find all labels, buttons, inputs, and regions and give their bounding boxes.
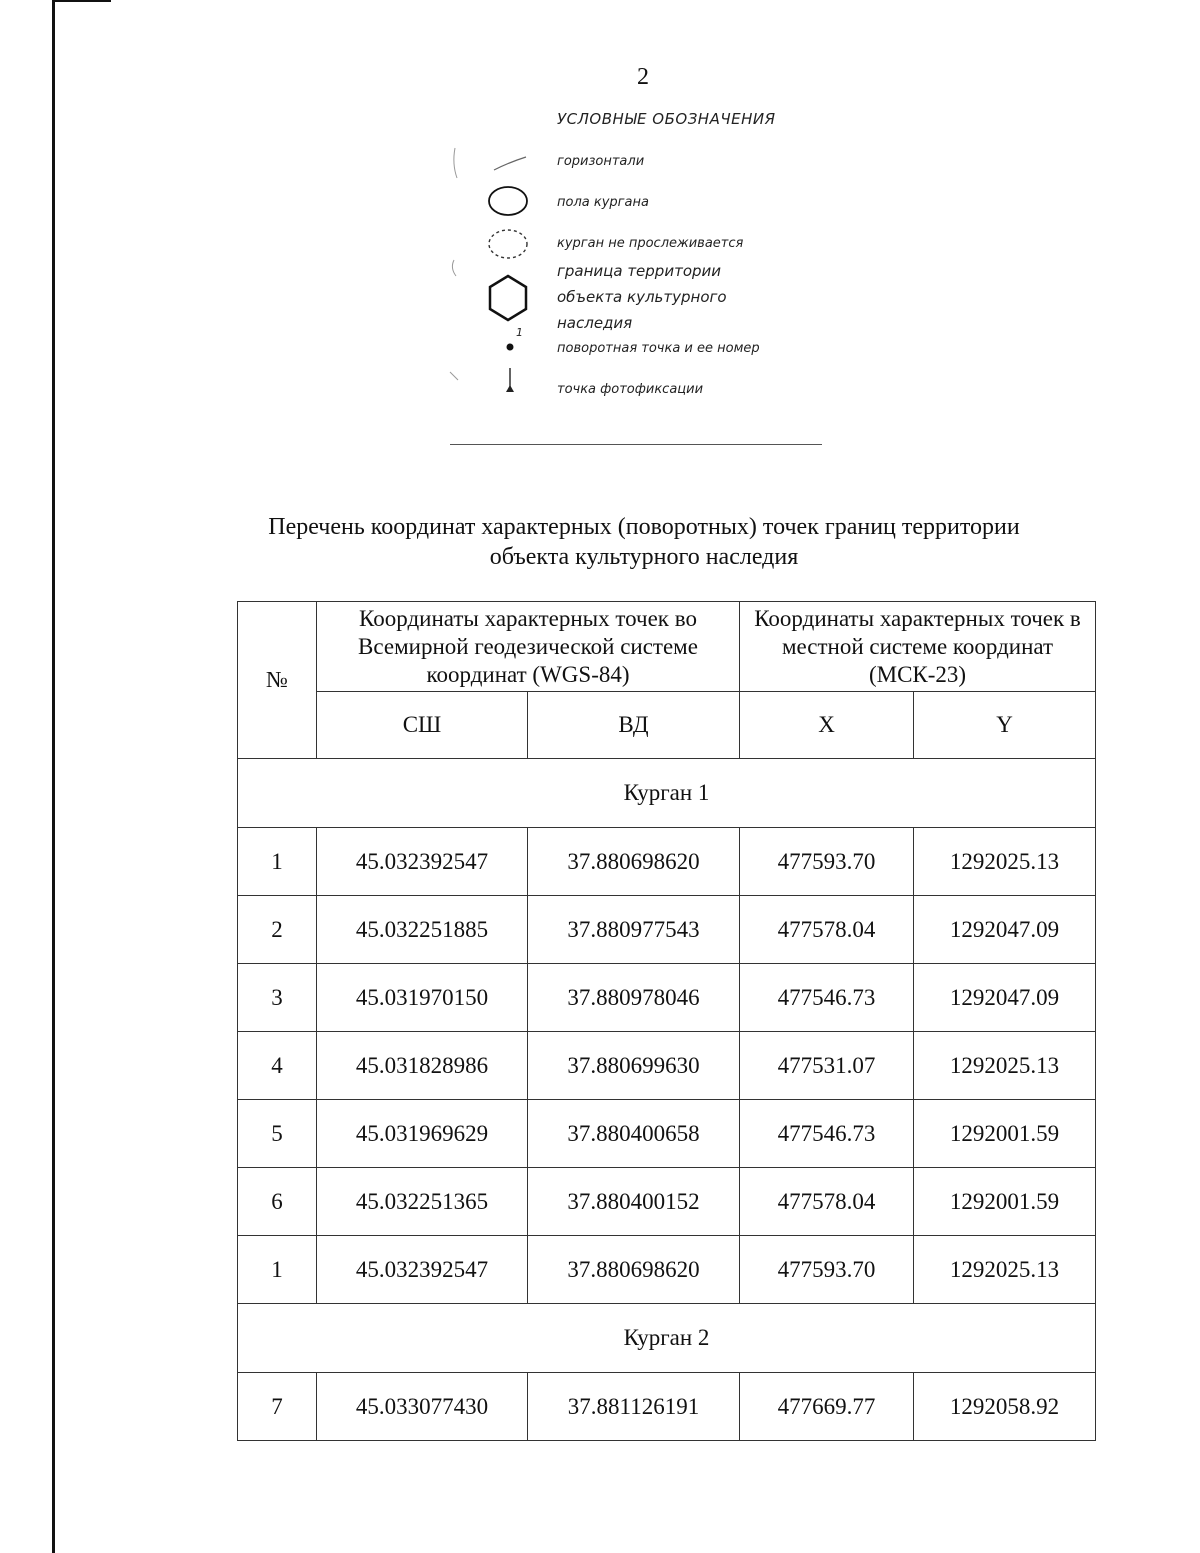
cell-number: 6	[238, 1168, 317, 1236]
cell-latitude: 45.031969629	[317, 1100, 528, 1168]
table-body	[238, 759, 1096, 1441]
legend-label-turning-point: поворотная точка и ее номер	[557, 341, 760, 356]
dashed-ellipse-icon	[489, 230, 527, 258]
cell-y: 1292058.92	[914, 1373, 1096, 1441]
cell-number: 7	[238, 1373, 317, 1441]
legend-label-boundary-line1: граница территории	[557, 262, 722, 280]
cell-y: 1292025.13	[914, 1032, 1096, 1100]
page-left-border	[52, 0, 55, 1553]
cell-latitude: 45.032392547	[317, 1236, 528, 1304]
cell-y: 1292047.09	[914, 896, 1096, 964]
header-y: Y	[914, 692, 1096, 759]
header-x: X	[740, 692, 914, 759]
cell-longitude: 37.880400152	[528, 1168, 740, 1236]
group-title: Курган 2	[238, 1304, 1096, 1373]
cell-longitude: 37.880978046	[528, 964, 740, 1032]
table-row	[238, 1236, 1096, 1304]
cell-x: 477593.70	[740, 1236, 914, 1304]
cell-number: 5	[238, 1100, 317, 1168]
cell-x: 477531.07	[740, 1032, 914, 1100]
header-number: №	[238, 602, 317, 759]
cell-longitude: 37.880698620	[528, 1236, 740, 1304]
photo-point-icon	[450, 368, 514, 392]
table-row	[238, 964, 1096, 1032]
cell-longitude: 37.880699630	[528, 1032, 740, 1100]
header-latitude: СШ	[317, 692, 528, 759]
cell-number: 4	[238, 1032, 317, 1100]
cell-y: 1292001.59	[914, 1100, 1096, 1168]
table-subheader-row	[238, 692, 1096, 759]
cell-longitude: 37.880400658	[528, 1100, 740, 1168]
cell-x: 477593.70	[740, 828, 914, 896]
table-row	[238, 896, 1096, 964]
coordinates-list-title	[200, 512, 1088, 572]
header-longitude: ВД	[528, 692, 740, 759]
table-row	[238, 1373, 1096, 1441]
legend-label-mound-untraceable: курган не прослеживается	[557, 236, 744, 251]
cell-latitude: 45.032251365	[317, 1168, 528, 1236]
coordinates-list-title-line1: Перечень координат характерных (поворотных) точек границ территории	[268, 514, 1020, 540]
legend-label-boundary-line3: наследия	[557, 314, 633, 332]
cell-number: 1	[238, 1236, 317, 1304]
page-number: 2	[637, 64, 649, 90]
cell-y: 1292047.09	[914, 964, 1096, 1032]
dot-marker-label: 1	[516, 326, 523, 339]
cell-x: 477546.73	[740, 1100, 914, 1168]
map-legend	[440, 96, 830, 456]
dot-icon	[507, 326, 524, 351]
legend-label-photo-point: точка фотофиксации	[557, 382, 704, 397]
legend-label-mound-floor: пола кургана	[557, 195, 649, 210]
cell-latitude: 45.032392547	[317, 828, 528, 896]
legend-bottom-line	[450, 444, 822, 445]
page-top-mark	[55, 0, 111, 2]
cell-x: 477669.77	[740, 1373, 914, 1441]
cell-number: 1	[238, 828, 317, 896]
group-row	[238, 1304, 1096, 1373]
cell-x: 477546.73	[740, 964, 914, 1032]
cell-latitude: 45.033077430	[317, 1373, 528, 1441]
header-wgs84-group: Координаты характерных точек во Всемирной геодезической системе координат (WGS-84)	[317, 602, 740, 692]
table-row	[238, 1100, 1096, 1168]
cell-longitude: 37.881126191	[528, 1373, 740, 1441]
table-header-row	[238, 602, 1096, 692]
group-row	[238, 759, 1096, 828]
table-row	[238, 1168, 1096, 1236]
cell-x: 477578.04	[740, 1168, 914, 1236]
cell-x: 477578.04	[740, 896, 914, 964]
solid-ellipse-icon	[489, 187, 527, 215]
cell-number: 2	[238, 896, 317, 964]
cell-longitude: 37.880698620	[528, 828, 740, 896]
cell-y: 1292025.13	[914, 1236, 1096, 1304]
cell-latitude: 45.031828986	[317, 1032, 528, 1100]
group-title: Курган 1	[238, 759, 1096, 828]
cell-latitude: 45.032251885	[317, 896, 528, 964]
cell-y: 1292025.13	[914, 828, 1096, 896]
legend-title: УСЛОВНЫЕ ОБОЗНАЧЕНИЯ	[557, 110, 776, 128]
header-msk23-group: Координаты характерных точек в местной системе координат (МСК-23)	[740, 602, 1096, 692]
legend-label-boundary-line2: объекта культурного	[557, 288, 727, 306]
coordinates-list-title-line2: объекта культурного наследия	[489, 544, 799, 570]
table-row	[238, 1032, 1096, 1100]
cell-number: 3	[238, 964, 317, 1032]
legend-label-contours: горизонтали	[557, 154, 645, 169]
cell-longitude: 37.880977543	[528, 896, 740, 964]
contour-line-icon	[454, 148, 526, 178]
cell-latitude: 45.031970150	[317, 964, 528, 1032]
hexagon-icon	[452, 260, 526, 320]
table-row	[238, 828, 1096, 896]
coordinates-table	[237, 601, 1096, 1441]
cell-y: 1292001.59	[914, 1168, 1096, 1236]
